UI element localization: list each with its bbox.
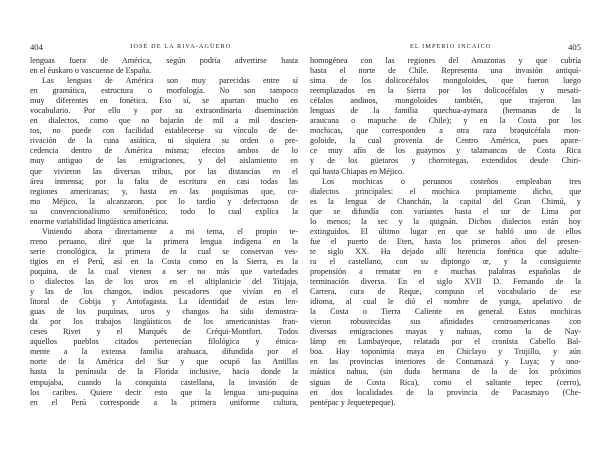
right-text-line: mochicas, que corresponden a otra raza braquicéfala mon- — [310, 126, 581, 136]
left-text-line: los caribes. Quiere decir esto que la lengua uru-puquina — [30, 387, 298, 397]
left-text-line: mo Méjico, la alcanzaron, por lo tardío y defectuoso de — [30, 196, 298, 206]
left-text-line: empujaba, cuando la conquista castellana, la invasión de — [30, 377, 298, 387]
left-text-line: norte de la América del Sur y que ocupó las Antillas — [30, 357, 298, 367]
right-text-line: que se difundía con variantes hasta el sur de Lima por — [310, 206, 581, 216]
right-text-line: lenguas de la familia quechua-aymara (hermanas de la — [310, 106, 581, 116]
right-text-line: céfalos andinos, mongoloides también, que trajeron las — [310, 96, 581, 106]
right-text-line: te siglo XX. Ha dejado allí herencia fonética que adulte- — [310, 246, 581, 256]
right-text-line: la Costa o Tierra Caliente en general. Estos mochicas — [310, 307, 581, 317]
left-page-number: 404 — [30, 42, 43, 52]
left-text-line: tos, no puede con facilidad establecerse su vínculo de de- — [30, 126, 298, 136]
right-text-line: homogénea con las regiones del Amazonas y que cubría — [310, 56, 581, 65]
right-text-line: ce muy afín de los guaymos y talamancas de Costa Rica — [310, 146, 581, 156]
left-text-line: hasta la península de la Florida inclusive, hacia donde la — [30, 367, 298, 377]
left-text-line: rivación de la cuna asiática, ni siquiera su orden o pre- — [30, 136, 298, 146]
left-text-line: mente a la extensa familia arahuaca, difundida por el — [30, 347, 298, 357]
right-text-line: terminación diversa. En el siglo XVII D. Fernando de la — [310, 277, 581, 287]
right-page — [310, 42, 581, 408]
right-text-line: siguas de Costa Rica), como el saltante tepec (cerro), — [310, 377, 581, 387]
left-text-line: muy diferentes en fonética. Eso sí, se apartan mucho en — [30, 96, 298, 106]
left-text-line: su convencionalismo semifonético, todo lo cual explica la — [30, 206, 298, 216]
right-text-line: reemplazados en la Sierra por los dolicocéfalos y mesati- — [310, 86, 581, 96]
right-text-line: ra el castellano, con su diptongo œ, y la consiguiente — [310, 256, 581, 266]
left-running-head: JOSÉ DE LA RIVA-AGÜERO — [130, 43, 232, 50]
right-text-line: quí hasta Chiapas en Méjico. — [310, 166, 405, 176]
right-text-line: fue el puerto de Eten, hasta los primeros años del presen- — [310, 236, 581, 246]
left-page-header — [30, 42, 298, 55]
right-text-line: Carrera, cura de Reque, compuso el vocabulario de ese — [310, 287, 581, 297]
right-text-line: goloide, la cual provenía de Centro América, pues apare- — [310, 136, 581, 146]
left-page-text — [30, 56, 298, 408]
right-text-line: propensión a rematar en e muchas palabras españolas de — [310, 266, 581, 276]
right-text-line: hasta el norte de Chile. Representa una invasión antiquí- — [310, 66, 581, 76]
right-text-line: mástica nahua, (sin duda hermana de la de los próximos — [310, 367, 581, 377]
left-text-line: o dialectos las de los uros en el altiplanicie del Titijaja, — [30, 277, 298, 287]
right-text-line: en las provincias interiores de Contumazá y Luya; y ono- — [310, 357, 581, 367]
left-text-line: guas de los puquinas, uros y changos ha sido demostra- — [30, 307, 298, 317]
left-text-line: ceses Rivet y el Marqués de Créqui-Montfort. Todos — [30, 327, 298, 337]
left-text-line: serie cronológica, la primera de la cual se conservan ves- — [30, 246, 298, 256]
left-text-line: aquellos pueblos citados pertenecían filológica y étnica- — [30, 337, 298, 347]
left-text-line: rreno peruano, diré que la primera lengua indígena en la — [30, 236, 298, 246]
right-page-number: 405 — [568, 42, 581, 52]
left-text-line: en el Perú corresponde a la primera uniforme cultura, — [30, 397, 298, 407]
left-page — [30, 42, 298, 408]
right-text-line: sima de los dolicocéfalos mongoloides, que fueron luego — [310, 76, 581, 86]
left-text-line: regiones americanas; y, hasta en las poquísimas que, co- — [30, 186, 298, 196]
right-text-line: en dos localidades de la provincia de Pacasmayo (Che- — [310, 387, 581, 397]
left-text-line: enorme variabilidad lingüística americana. — [30, 216, 169, 226]
left-text-line: Las lenguas de América son muy parecidas entre sí — [42, 76, 298, 86]
left-text-line: muy antiguo de las emigraciones, y del aislamiento en — [30, 156, 298, 166]
right-text-line: diversas emigraciones mayas y nahuas, como la de Nay- — [310, 327, 581, 337]
right-text-line: lo menos; la sec y la quignán. Dichos dialectos están hoy — [310, 216, 581, 226]
right-text-line: Los mochicas o peruanos costeños empleaban tres — [322, 176, 581, 186]
left-text-line: litoral de Cobija y Antofagasta. La identidad de estas len- — [30, 297, 298, 307]
right-text-line: boa. Hay toponimia maya en Chiclayo y Trujillo, y aún — [310, 347, 581, 357]
left-text-line: cedencia dentro de América misma; efectos ambos de lo — [30, 146, 298, 156]
right-text-line: es la lengua de Chanchán, la capital del Gran Chimú, y — [310, 196, 581, 206]
left-text-line: puquina, de la cual vienen a ser no más que variedades — [30, 266, 298, 276]
left-text-line: en el éuskaro o vascuense de España. — [30, 66, 152, 76]
left-text-line: da por los trabajos lingüísticos de los americanistas fran- — [30, 317, 298, 327]
right-text-line: vieron robustecidas sus afinidades centroamericanas con — [310, 317, 581, 327]
right-text-line: araucana o mapuche de Chile); y en la Costa por los — [310, 116, 581, 126]
right-page-text — [310, 56, 581, 408]
left-text-line: en dialectos, como que no bajarán de mil a mil doscien- — [30, 116, 298, 126]
left-text-line: que vivieron las diversas tribus, por las distancias en el — [30, 166, 298, 176]
left-text-line: vocabulario. Por ello y por su extraordinaria diseminación — [30, 106, 298, 116]
right-text-line: dialectos principales: el mochica propiamente dicho, que — [310, 186, 581, 196]
right-text-line: extinguidos. El último lugar en que se habló uno de ellos — [310, 226, 581, 236]
left-text-line: área inmensa; por la falta de escritura en casi todas las — [30, 176, 298, 186]
right-running-head: EL IMPERIO INCAICO — [410, 43, 492, 50]
left-text-line: Viniendo ahora directamente a mi tema, el propio te- — [42, 226, 298, 236]
left-text-line: y las de los changos, indios pescadores que vivían en el — [30, 287, 298, 297]
right-page-header — [310, 42, 581, 55]
right-text-line: idioma, al cual le dió el nombre de yunga, apelativo de — [310, 297, 581, 307]
right-text-line: y de los güetaros y chorrotegas, extendidos desde Chiri- — [310, 156, 581, 166]
left-text-line: tigios en el Perú, así en la Costa como en la Sierra, es la — [30, 256, 298, 266]
left-text-line: en gramática, estructura o morfología. No son tampoco — [30, 86, 298, 96]
right-text-line: lámp en Lambayeque, relatada por el cronista Cabello Bal- — [310, 337, 581, 347]
right-text-line: pentépac y Jequetepeque). — [310, 397, 396, 407]
left-text-line: lenguas fuera de América, según podría advertirse hasta — [30, 56, 298, 65]
